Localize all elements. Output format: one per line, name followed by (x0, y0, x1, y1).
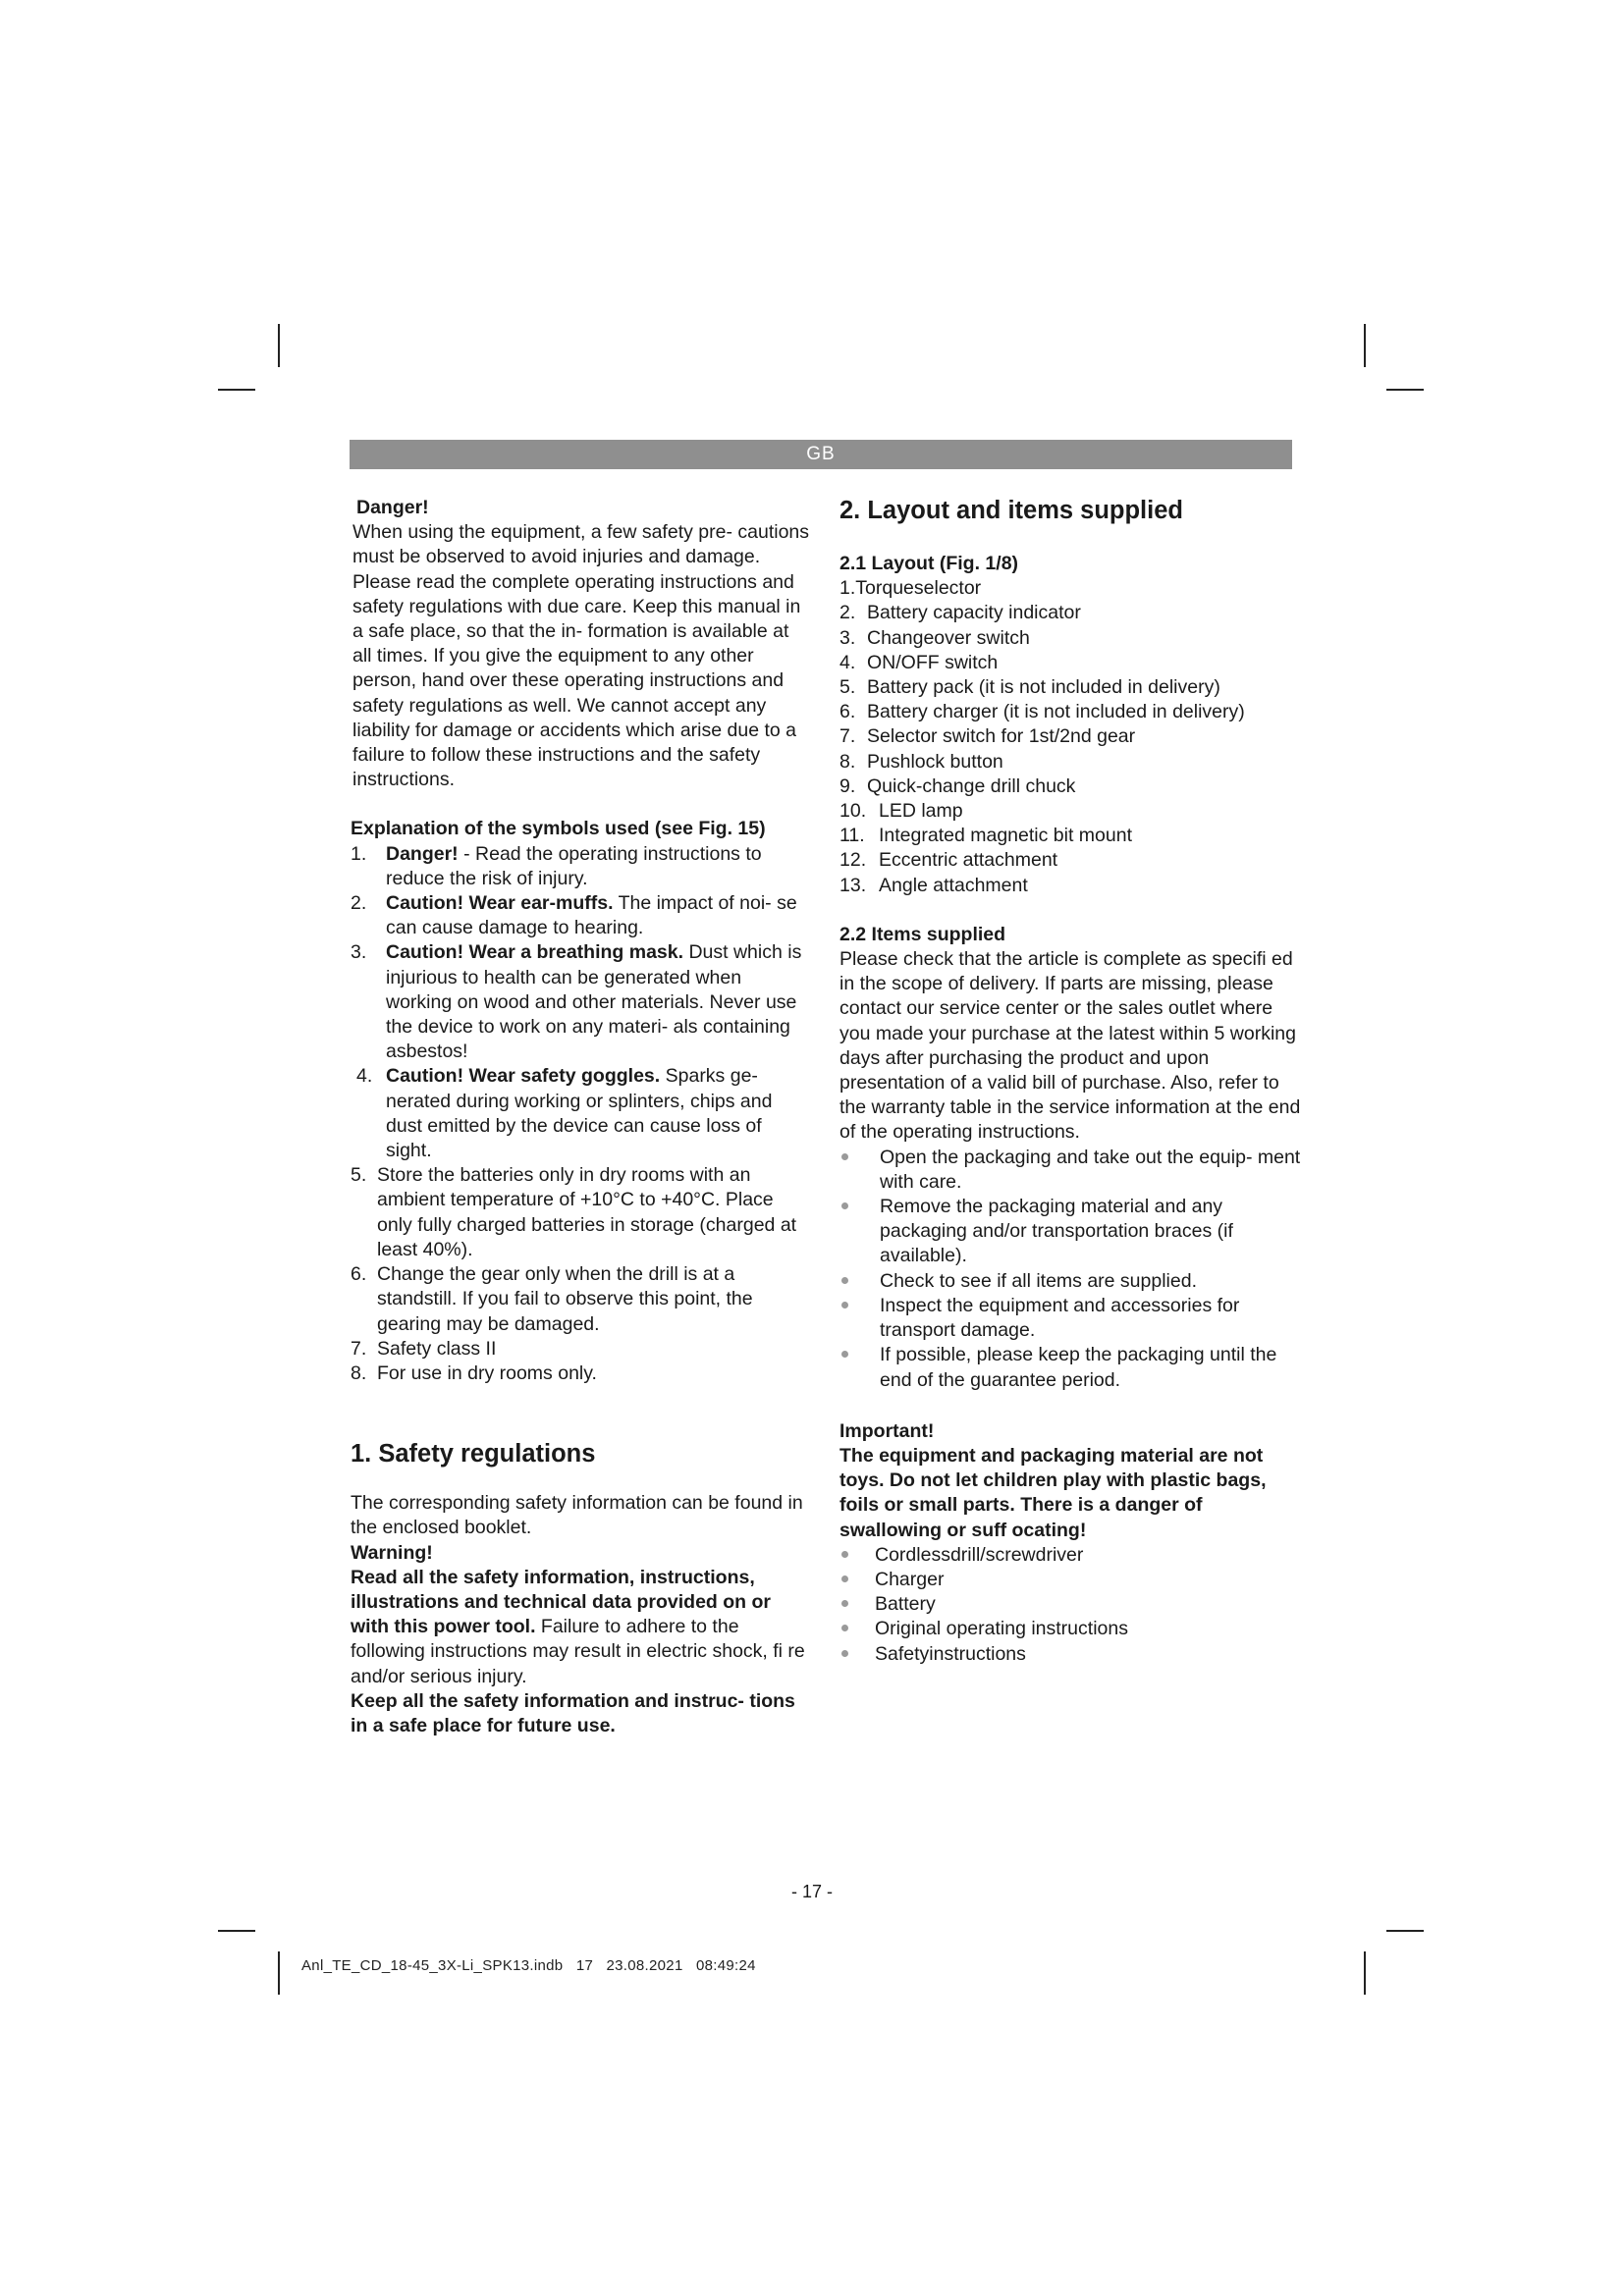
crop-mark (1386, 1930, 1424, 1932)
language-code: GB (806, 444, 836, 464)
symbol-number: 3. (351, 941, 367, 964)
symbol-text (377, 1362, 812, 1386)
supply-item (839, 1568, 1301, 1592)
supply-list (839, 1543, 1301, 1667)
layout-number: 3. (839, 626, 856, 649)
symbol-text (386, 891, 812, 940)
symbol-text (377, 1337, 812, 1362)
symbol-desc: The impact of noi- se can cause damage to hearing. (386, 892, 797, 939)
layout-list (839, 576, 1301, 898)
bullet-icon (839, 1195, 875, 1269)
layout-subheading: 2.1 Layout (Fig. 1/8) (839, 553, 1019, 574)
check-list (839, 1146, 1301, 1393)
check-item (839, 1195, 1301, 1269)
layout-text: Torqueselector (855, 577, 982, 600)
layout-number: 11. (839, 825, 865, 847)
layout-text: ON/OFF switch (867, 651, 999, 673)
symbol-text (386, 842, 812, 891)
right-column (839, 496, 1301, 1667)
crop-mark (1386, 389, 1424, 391)
bullet-icon (839, 1146, 875, 1195)
safety-intro: The corresponding safety information can be found in the enclosed booklet. (351, 1492, 803, 1539)
crop-mark (278, 1951, 280, 1995)
check-text: Remove the packaging material and any packaging and/or transportation braces (if available). (880, 1196, 1233, 1267)
layout-item (839, 626, 1301, 651)
symbol-item (351, 1163, 812, 1262)
symbol-item (351, 842, 812, 891)
layout-text: Quick-change drill chuck (867, 774, 1076, 797)
crop-mark (218, 1930, 255, 1932)
warning-bold: Read all the safety information, instructions, illustrations and technical data provided on or with this power tool. (351, 1566, 771, 1638)
check-item (839, 1269, 1301, 1294)
symbol-desc: Sparks ge- nerated during working or splinters, chips and dust emitted by the device can cause loss of sight. (386, 1065, 773, 1162)
check-text: Open the packaging and take out the equip- ment with care. (880, 1146, 1301, 1193)
symbols-list (351, 842, 812, 1386)
symbol-number: 1. (351, 842, 367, 865)
supply-text: Battery (875, 1593, 936, 1616)
check-text: If possible, please keep the packaging until the end of the guarantee period. (880, 1344, 1277, 1391)
layout-text: Battery pack (it is not included in delivery) (867, 676, 1220, 699)
layout-number: 2. (839, 602, 856, 624)
layout-text: Selector switch for 1st/2nd gear (867, 725, 1136, 748)
layout-text: Battery charger (it is not included in delivery) (867, 701, 1245, 723)
important-text: The equipment and packaging material are not toys. Do not let children play with plastic bags, foils or small parts. There is a danger of swallowing or suff ocating! (839, 1444, 1267, 1541)
symbol-bold: Danger! (386, 842, 459, 865)
left-column (351, 496, 812, 1738)
layout-item (839, 675, 1301, 700)
bullet-icon (839, 1543, 875, 1568)
layout-text: Battery capacity indicator (867, 602, 1081, 624)
symbol-text (377, 1262, 812, 1337)
layout-item (839, 848, 1301, 873)
layout-text: Integrated magnetic bit mount (879, 825, 1132, 847)
layout-item (839, 750, 1301, 774)
symbol-number: 8. (351, 1362, 367, 1384)
layout-item (839, 576, 1301, 601)
symbol-desc: - Read the operating instructions to reduce the risk of injury. (386, 842, 762, 889)
symbol-item (351, 891, 812, 940)
warning-paragraph (351, 1566, 812, 1689)
layout-item (839, 774, 1301, 799)
check-text: Check to see if all items are supplied. (880, 1269, 1197, 1292)
layout-number: 12. (839, 849, 867, 872)
bullet-icon (839, 1617, 875, 1641)
layout-item (839, 724, 1301, 749)
crop-mark (278, 324, 280, 367)
symbol-desc: For use in dry rooms only. (377, 1362, 597, 1384)
supply-text: Safetyinstructions (875, 1642, 1026, 1665)
supply-text: Charger (875, 1568, 945, 1590)
symbol-text (377, 1163, 812, 1262)
footer-file-info: Anl_TE_CD_18-45_3X-Li_SPK13.indb 17 23.08.2021 08:49:24 (301, 1957, 756, 1974)
layout-number: 10. (839, 800, 867, 823)
symbol-desc: Change the gear only when the drill is at a standstill. If you fail to observe this point, the gearing may be damaged. (377, 1263, 753, 1335)
supply-item (839, 1592, 1301, 1617)
danger-title: Danger! (356, 497, 429, 518)
supply-text: Original operating instructions (875, 1618, 1128, 1640)
supply-item (839, 1543, 1301, 1568)
danger-text: When using the equipment, a few safety pre- cautions must be observed to avoid injuries and damage. Please read the complete operating instructions and safety regulations with due care. Keep this manual in a safe place, so that the in- formation is available at all times. If you give the equipment to any other person, hand over these operating instructions and safety regulations as well. We cannot accept any liability for damage or accidents which arise due to a failure to follow these instructions and the safety instructions. (352, 521, 810, 791)
page-number: - 17 - (790, 1882, 833, 1901)
items-supplied-text: Please check that the article is complete as specifi ed in the scope of delivery. If parts are missing, please contact our service center or the sales outlet where you made your purchase at the latest within 5 working days after purchasing the product and upon presentation of a valid bill of purchase. Also, refer to the warranty table in the service information at the end of the operating instructions. (839, 948, 1301, 1144)
symbol-desc: Safety class II (377, 1337, 497, 1360)
check-item (839, 1343, 1301, 1392)
keep-instructions-text: Keep all the safety information and instruc- tions in a safe place for future use. (351, 1689, 795, 1736)
check-item (839, 1146, 1301, 1195)
layout-text: Eccentric attachment (879, 849, 1058, 872)
layout-number: 1. (839, 577, 856, 600)
items-supplied-subheading: 2.2 Items supplied (839, 923, 1006, 945)
layout-text: Changeover switch (867, 626, 1030, 649)
bullet-icon (839, 1294, 875, 1343)
language-header-bar (350, 440, 1292, 469)
symbol-number: 6. (351, 1263, 367, 1286)
bullet-icon (839, 1592, 875, 1617)
layout-number: 5. (839, 676, 856, 699)
layout-text: Pushlock button (867, 750, 1003, 773)
symbol-item (351, 940, 812, 1064)
bullet-icon (839, 1343, 875, 1392)
bullet-icon (839, 1568, 875, 1592)
symbol-bold: Caution! Wear ear-muffs. (386, 892, 614, 915)
check-text: Inspect the equipment and accessories for transport damage. (880, 1294, 1240, 1342)
warning-title: Warning! (351, 1541, 433, 1564)
symbol-text (386, 940, 812, 1064)
crop-mark (1364, 1951, 1366, 1995)
safety-regulations-heading: 1. Safety regulations (351, 1440, 596, 1468)
layout-item (839, 601, 1301, 625)
symbol-item (351, 1262, 812, 1337)
supply-text: Cordlessdrill/screwdriver (875, 1543, 1084, 1566)
layout-item (839, 700, 1301, 724)
crop-mark (218, 389, 255, 391)
symbol-number: 5. (351, 1164, 367, 1187)
layout-number: 4. (839, 651, 856, 673)
layout-number: 7. (839, 725, 856, 748)
layout-number: 13. (839, 874, 867, 896)
warning-text: Failure to adhere to the following instructions may result in electric shock, fi re and/or serious injury. (351, 1616, 805, 1687)
symbol-item (351, 1064, 812, 1163)
important-title: Important! (839, 1419, 935, 1442)
crop-mark (1364, 324, 1366, 367)
layout-item (839, 824, 1301, 848)
layout-text: Angle attachment (879, 874, 1028, 896)
symbol-number: 4. (356, 1065, 373, 1088)
layout-number: 9. (839, 774, 856, 797)
symbols-title: Explanation of the symbols used (see Fig. 15) (351, 818, 766, 840)
symbol-desc: Store the batteries only in dry rooms with an ambient temperature of +10°C to +40°C. Place only fully charged batteries in storage (charged at least 40%). (377, 1164, 797, 1260)
layout-item (839, 874, 1301, 898)
layout-number: 6. (839, 701, 856, 723)
symbol-bold: Caution! Wear a breathing mask. (386, 941, 684, 964)
symbol-desc: Dust which is injurious to health can be generated when working on wood and other materials. Never use the device to work on any materi- als containing asbestos! (386, 941, 802, 1063)
layout-text: LED lamp (879, 800, 963, 823)
symbol-item (351, 1362, 812, 1386)
layout-heading: 2. Layout and items supplied (839, 497, 1183, 524)
symbol-bold: Caution! Wear safety goggles. (386, 1065, 661, 1088)
layout-number: 8. (839, 750, 856, 773)
check-item (839, 1294, 1301, 1343)
symbol-number: 2. (351, 892, 367, 915)
supply-item (839, 1617, 1301, 1641)
supply-item (839, 1642, 1301, 1667)
bullet-icon (839, 1642, 875, 1667)
layout-item (839, 651, 1301, 675)
symbol-number: 7. (351, 1337, 367, 1360)
bullet-icon (839, 1269, 875, 1294)
symbol-text (386, 1064, 812, 1163)
symbol-item (351, 1337, 812, 1362)
layout-item (839, 799, 1301, 824)
